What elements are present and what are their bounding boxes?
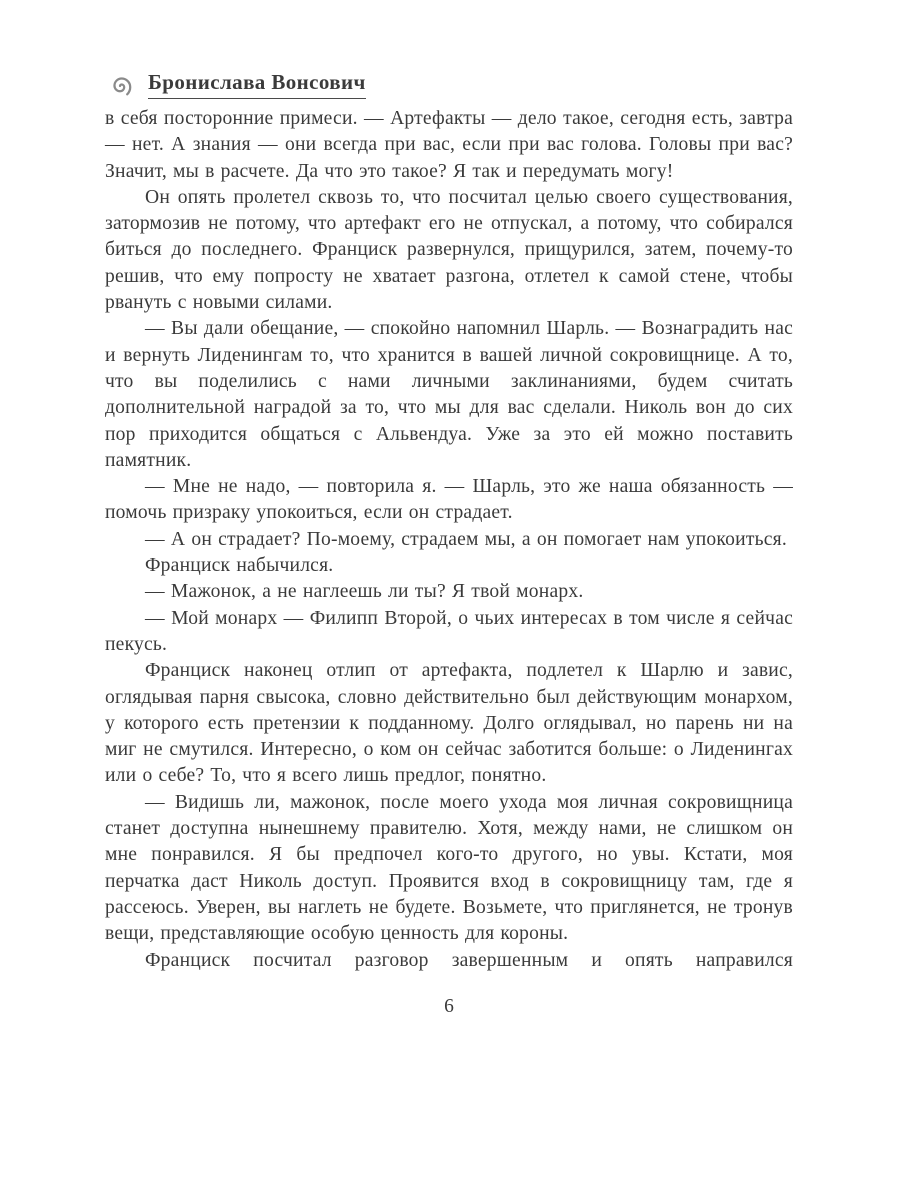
paragraph: — Мажонок, а не наглеешь ли ты? Я твой монарх.: [145, 581, 584, 603]
paragraph: — Мой монарх — Филипп Второй, о чьих интересах в том числе я сейчас пекусь.: [105, 607, 793, 655]
spiral-ornament-icon: [105, 70, 135, 100]
paragraph: Франциск наконец отлип от артефакта, подлетел к Шарлю и завис, оглядывая парня свысока, словно действительно был действующим монархом, у которого есть претензии к подданному. Долго оглядывал, но парень ни на миг не смутился. Интересно, о ком он сейчас заботится больше: о Лиденингах или о себе? То, что я всего лишь предлог, понятно.: [105, 660, 793, 787]
page-body: [105, 106, 793, 974]
paragraph: в себя посторонние примеси. — Артефакты — дело такое, сегодня есть, завтра — нет. А знания — они всегда при вас, если при вас голова. Головы при вас? Значит, мы в расчете. Да что это такое? Я так и передумать могу!: [105, 108, 793, 182]
page-header: [105, 70, 793, 100]
paragraph: — Вы дали обещание, — спокойно напомнил Шарль. — Вознаградить нас и вернуть Лиденингам то, что хранится в вашей личной сокровищнице. А то, что вы поделились с нами личными заклинаниями, будем считать дополнительной наградой за то, что мы для вас сделали. Николь вон до сих пор приходится общаться с Альвендуа. Уже за это ей можно поставить памятник.: [105, 318, 793, 471]
paragraph: — Мне не надо, — повторила я. — Шарль, это же наша обязанность — помочь призраку упокоиться, если он страдает.: [105, 476, 793, 524]
page-number: 6: [444, 995, 454, 1017]
paragraph: Франциск посчитал разговор завершенным и опять направился: [145, 949, 793, 971]
paragraph: Он опять пролетел сквозь то, что посчитал целью своего существования, затормозив не потому, что артефакт его не отпускал, а потому, что собирался биться до последнего. Франциск развернулся, прищурился, затем, почему-то решив, что ему попросту не хватает разгона, отлетел к самой стене, чтобы рвануть с новыми силами.: [105, 186, 793, 314]
paragraph: — Видишь ли, мажонок, после моего ухода моя личная сокровищница станет доступна нынешнему правителю. Хотя, между нами, не слишком он мне понравился. Я бы предпочел кого-то другого, но увы. Кстати, моя перчатка даст Николь доступ. Проявится вход в сокровищницу там, где я рассеюсь. Уверен, вы наглеть не будете. Возьмете, что приглянется, не тронув вещи, представляющие особую ценность для короны.: [105, 791, 793, 945]
paragraph: — А он страдает? По-моему, страдаем мы, а он помогает нам упокоиться.: [145, 528, 787, 550]
author-name: Бронислава Вонсович: [148, 72, 366, 99]
paragraph: Франциск набычился.: [145, 555, 334, 577]
